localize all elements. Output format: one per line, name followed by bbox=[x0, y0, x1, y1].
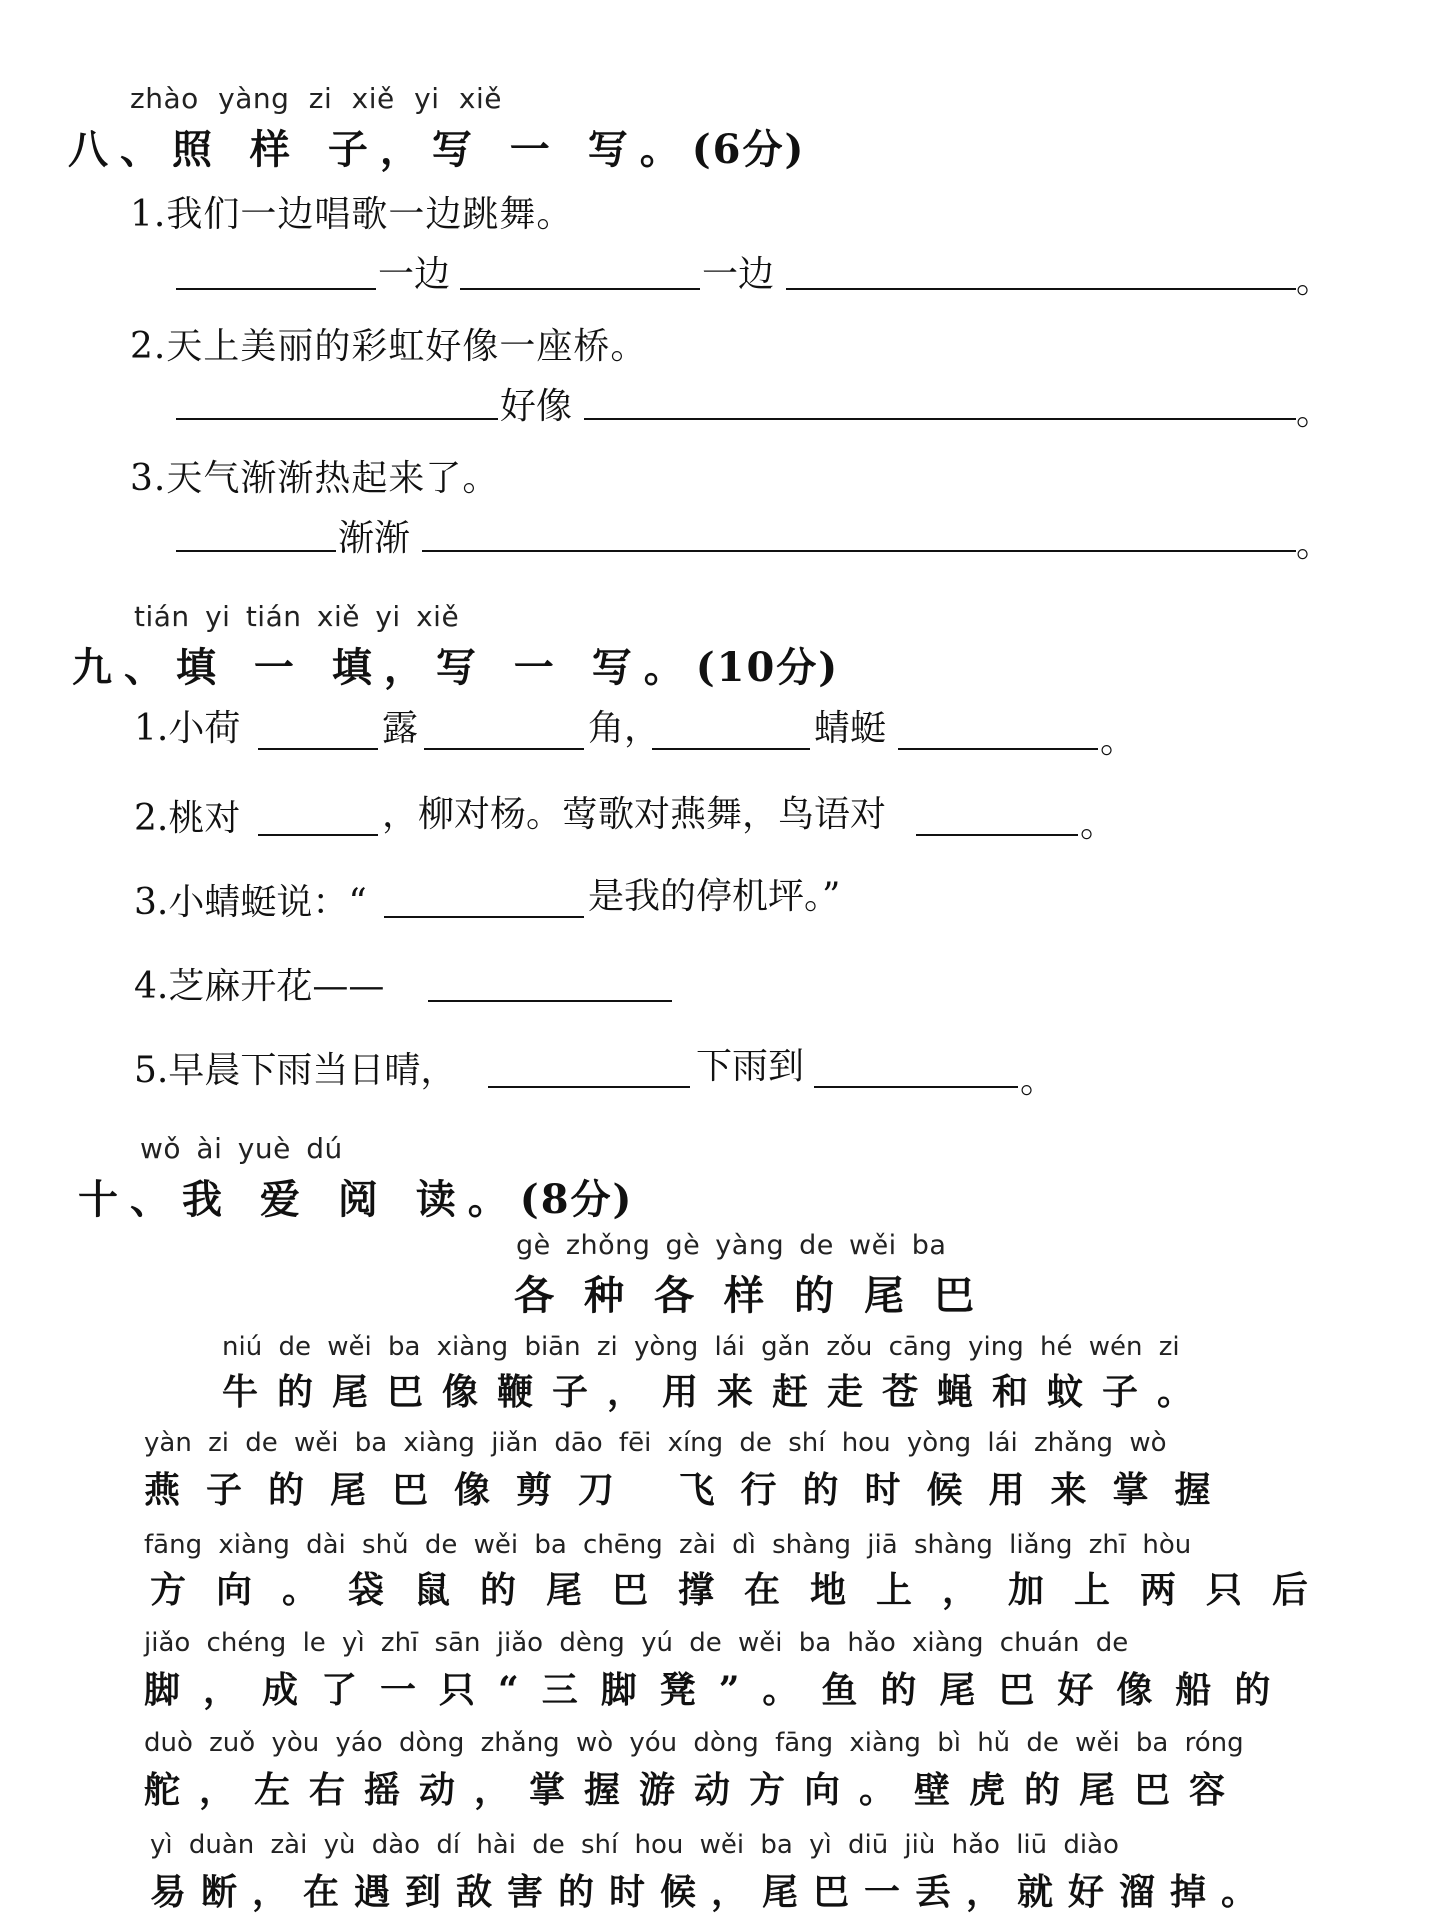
s8-q2-blank2[interactable] bbox=[584, 418, 1296, 420]
s9-q5-end: 。 bbox=[1020, 1060, 1057, 1101]
section10-title: 十、我 爱 阅 读。 bbox=[78, 1176, 520, 1223]
s9-q1-b: 露 bbox=[382, 708, 419, 749]
s9-q2-b: ，柳对杨。莺歌对燕舞，鸟语对 bbox=[382, 794, 887, 835]
s9-q3-a: 3.小蜻蜓说：“ bbox=[134, 882, 367, 923]
s8-q1-end: 。 bbox=[1296, 260, 1333, 301]
s8-q1-word1: 一边 bbox=[378, 254, 451, 295]
s8-q1-blank2[interactable] bbox=[460, 288, 700, 290]
s8-q3-stem: 3.天气渐渐热起来了。 bbox=[130, 458, 500, 499]
article-title: 各种各样的尾巴 bbox=[514, 1272, 1004, 1319]
reading-line-5-pinyin: duò zuǒ yòu yáo dòng zhǎng wò yóu dòng fāng xiàng bì hǔ de wěi ba róng bbox=[144, 1728, 1244, 1758]
s9-q5-b: 下雨到 bbox=[696, 1046, 805, 1087]
s9-q1-end: 。 bbox=[1100, 720, 1137, 761]
section8-score: (6分) bbox=[691, 126, 806, 173]
s9-q2-a: 2.桃对 bbox=[134, 798, 241, 839]
section10-heading bbox=[78, 1168, 633, 1225]
s9-q1-c: 角， bbox=[588, 708, 661, 749]
article-title-pinyin: gè zhǒng gè yàng de wěi ba bbox=[516, 1230, 947, 1261]
s8-q3-blank2[interactable] bbox=[422, 550, 1296, 552]
reading-line-4-pinyin: jiǎo chéng le yì zhī sān jiǎo dèng yú de wěi ba hǎo xiàng chuán de bbox=[144, 1628, 1129, 1658]
reading-line-6: 易断，在遇到敌害的时候，尾巴一丢，就好溜掉。 bbox=[150, 1871, 1273, 1913]
s9-q3-b: 是我的停机坪。” bbox=[588, 876, 841, 917]
section9-title: 九、填 一 填，写 一 写。 bbox=[72, 644, 696, 691]
s9-q1-blank2[interactable] bbox=[424, 748, 584, 750]
s9-q5-a: 5.早晨下雨当日晴， bbox=[134, 1050, 457, 1091]
s9-q4-a: 4.芝麻开花—— bbox=[134, 966, 385, 1007]
section10-pinyin: wǒ ài yuè dú bbox=[140, 1132, 343, 1165]
s9-q4-blank1[interactable] bbox=[428, 1000, 672, 1002]
s9-q5-blank1[interactable] bbox=[488, 1086, 690, 1088]
reading-line-1: 牛的尾巴像鞭子，用来赶走苍蝇和蚊子。 bbox=[222, 1371, 1213, 1413]
s8-q2-word1: 好像 bbox=[500, 386, 573, 427]
s8-q1-word2: 一边 bbox=[702, 254, 775, 295]
section8-pinyin: zhào yàng zi xiě yi xiě bbox=[130, 82, 502, 115]
reading-line-6-pinyin: yì duàn zài yù dào dí hài de shí hou wěi ba yì diū jiù hǎo liū diào bbox=[150, 1830, 1119, 1860]
reading-line-2-pinyin: yàn zi de wěi ba xiàng jiǎn dāo fēi xíng de shí hou yòng lái zhǎng wò bbox=[144, 1428, 1167, 1458]
s9-q1-blank4[interactable] bbox=[898, 748, 1098, 750]
s8-q3-blank1[interactable] bbox=[176, 550, 336, 552]
s9-q3-blank1[interactable] bbox=[384, 916, 584, 918]
s8-q1-stem: 1.我们一边唱歌一边跳舞。 bbox=[130, 194, 574, 235]
section8-heading bbox=[68, 118, 805, 175]
section9-heading bbox=[72, 636, 839, 693]
section10-score: (8分) bbox=[519, 1176, 634, 1223]
s8-q2-blank1[interactable] bbox=[176, 418, 498, 420]
s9-q5-blank2[interactable] bbox=[814, 1086, 1018, 1088]
s9-q2-blank2[interactable] bbox=[916, 834, 1078, 836]
section9-pinyin: tián yi tián xiě yi xiě bbox=[134, 600, 460, 633]
s8-q3-end: 。 bbox=[1296, 524, 1333, 565]
reading-line-1-pinyin: niú de wěi ba xiàng biān zi yòng lái gǎn zǒu cāng ying hé wén zi bbox=[222, 1332, 1180, 1362]
reading-line-4: 脚，成了一只“三脚凳”。鱼的尾巴好像船的 bbox=[144, 1669, 1294, 1711]
s8-q3-word1: 渐渐 bbox=[338, 518, 411, 559]
reading-line-3-pinyin: fāng xiàng dài shǔ de wěi ba chēng zài dì shàng jiā shàng liǎng zhī hòu bbox=[144, 1530, 1192, 1560]
section8-title: 八、照 样 子，写 一 写。 bbox=[68, 126, 692, 173]
s9-q1-blank1[interactable] bbox=[258, 748, 378, 750]
reading-line-2: 燕子的尾巴像剪刀 飞行的时候用来掌握 bbox=[144, 1469, 1237, 1511]
s9-q1-a: 1.小荷 bbox=[134, 708, 241, 749]
section9-score: (10分) bbox=[695, 644, 840, 691]
s8-q1-blank1[interactable] bbox=[176, 288, 376, 290]
s8-q2-end: 。 bbox=[1296, 392, 1333, 433]
s9-q2-blank1[interactable] bbox=[258, 834, 378, 836]
s8-q1-blank3[interactable] bbox=[786, 288, 1296, 290]
reading-line-5: 舵，左右摇动，掌握游动方向。壁虎的尾巴容 bbox=[144, 1769, 1245, 1811]
s9-q2-end: 。 bbox=[1080, 804, 1117, 845]
s9-q1-blank3[interactable] bbox=[652, 748, 810, 750]
s9-q1-d: 蜻蜓 bbox=[814, 708, 887, 749]
reading-line-3: 方向。袋鼠的尾巴撑在地上，加上两只后 bbox=[150, 1569, 1339, 1611]
s8-q2-stem: 2.天上美丽的彩虹好像一座桥。 bbox=[130, 326, 648, 367]
